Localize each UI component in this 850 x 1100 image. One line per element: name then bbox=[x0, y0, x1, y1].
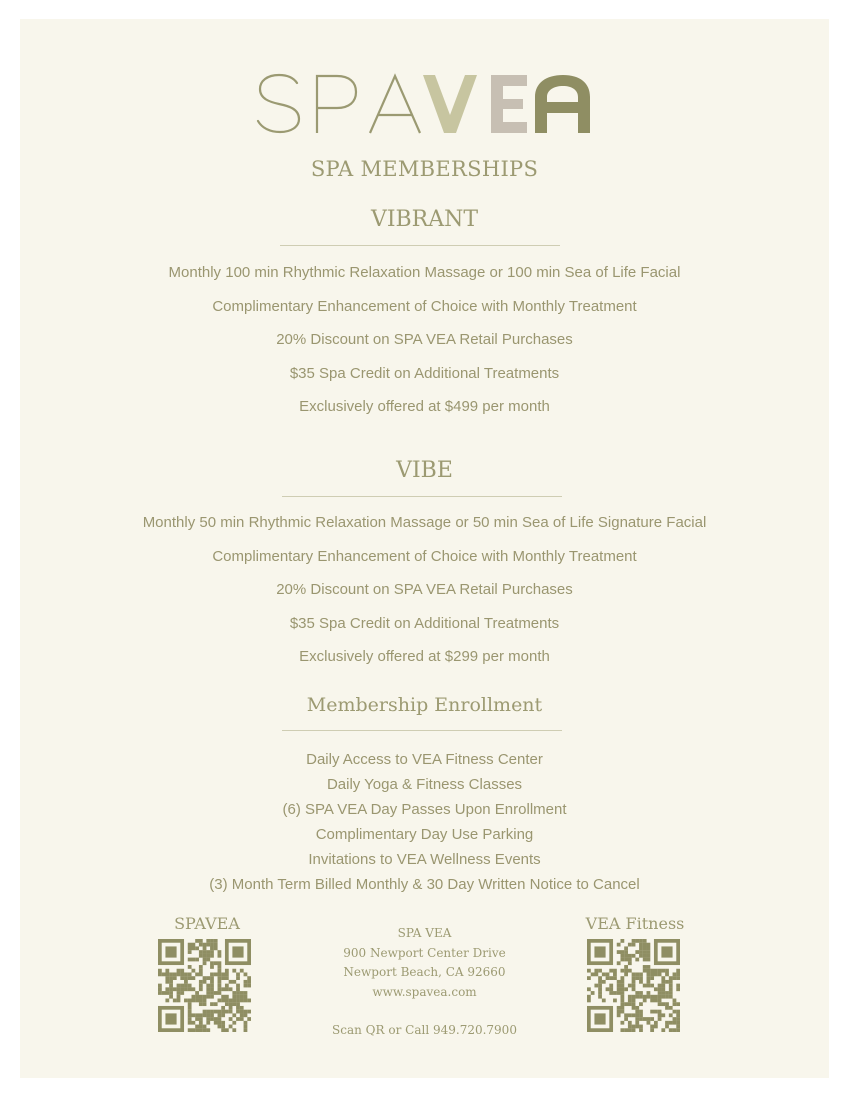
enrollment-item: Daily Access to VEA Fitness Center bbox=[306, 751, 543, 768]
call-to-action: Scan QR or Call 949.720.7900 bbox=[332, 1023, 517, 1037]
spavea-logo bbox=[253, 71, 593, 135]
logo-letter-v bbox=[423, 75, 477, 133]
enrollment-heading: Membership Enrollment bbox=[306, 694, 543, 716]
logo-letter-a-thin bbox=[370, 76, 420, 133]
divider bbox=[282, 730, 562, 731]
vibrant-benefit: Monthly 100 min Rhythmic Relaxation Massage or 100 min Sea of Life Facial bbox=[168, 264, 681, 281]
tier-title-vibe: VIBE bbox=[396, 458, 453, 483]
vibrant-price: Exclusively offered at $499 per month bbox=[299, 398, 550, 415]
vibe-benefit: 20% Discount on SPA VEA Retail Purchases bbox=[276, 581, 573, 598]
logo-letter-e bbox=[491, 75, 527, 133]
qr-code-vea-fitness[interactable] bbox=[587, 939, 680, 1032]
logo-letter-a-bold bbox=[535, 75, 590, 133]
enrollment-item: Invitations to VEA Wellness Events bbox=[308, 851, 541, 868]
address-name: SPA VEA bbox=[397, 926, 452, 940]
qr-label-vea-fitness: VEA Fitness bbox=[585, 914, 685, 933]
website-link[interactable]: www.spavea.com bbox=[372, 984, 477, 999]
logo-letter-p bbox=[317, 76, 356, 133]
page-title: SPA MEMBERSHIPS bbox=[310, 157, 539, 181]
divider bbox=[282, 496, 562, 497]
enrollment-item: Daily Yoga & Fitness Classes bbox=[326, 776, 523, 793]
tier-title-vibrant: VIBRANT bbox=[370, 207, 479, 232]
vibe-price: Exclusively offered at $299 per month bbox=[299, 648, 550, 665]
vibrant-benefit: $35 Spa Credit on Additional Treatments bbox=[289, 365, 560, 382]
qr-label-spavea: SPAVEA bbox=[174, 914, 240, 933]
vibrant-benefit: 20% Discount on SPA VEA Retail Purchases bbox=[276, 331, 573, 348]
divider bbox=[280, 245, 560, 246]
membership-flyer bbox=[20, 19, 829, 1078]
logo-letter-s bbox=[258, 75, 299, 132]
vibrant-benefit: Complimentary Enhancement of Choice with Monthly Treatment bbox=[212, 298, 637, 315]
vibe-benefit: $35 Spa Credit on Additional Treatments bbox=[289, 615, 560, 632]
address-street: 900 Newport Center Drive bbox=[343, 945, 506, 960]
address-city: Newport Beach, CA 92660 bbox=[343, 965, 506, 979]
address-block bbox=[20, 924, 829, 1041]
enrollment-item: Complimentary Day Use Parking bbox=[315, 826, 534, 843]
vibe-benefit: Monthly 50 min Rhythmic Relaxation Massage or 50 min Sea of Life Signature Facial bbox=[142, 514, 707, 531]
enrollment-item: (3) Month Term Billed Monthly & 30 Day Written Notice to Cancel bbox=[209, 876, 640, 893]
vibe-benefit: Complimentary Enhancement of Choice with Monthly Treatment bbox=[212, 548, 637, 565]
enrollment-item: (6) SPA VEA Day Passes Upon Enrollment bbox=[282, 801, 567, 818]
